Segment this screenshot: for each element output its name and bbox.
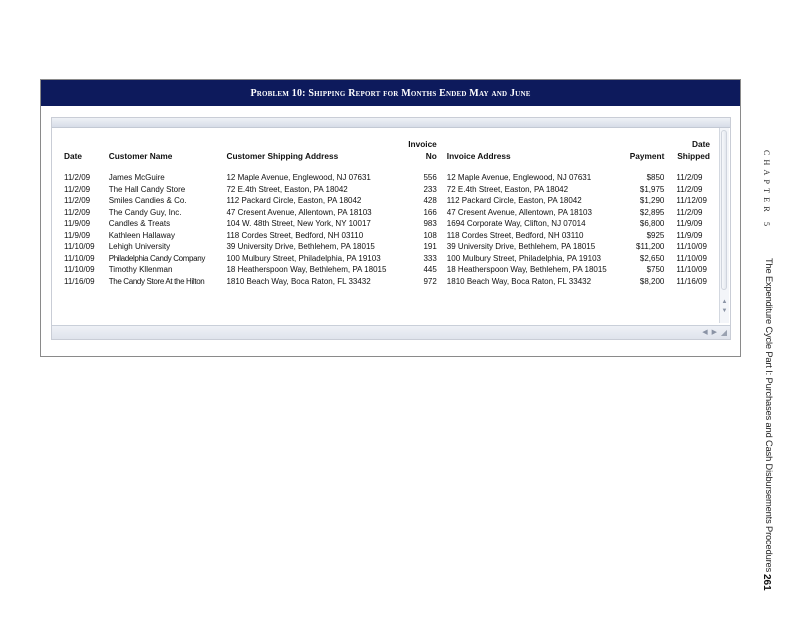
cell-invoice-address: 100 Mulbury Street, Philadelphia, PA 19103 — [446, 253, 601, 263]
table-row — [62, 241, 712, 253]
cell-shipping-address: 72 E.4th Street, Easton, PA 18042 — [226, 184, 348, 194]
cell-shipping-address: 18 Heatherspoon Way, Bethlehem, PA 18015 — [226, 265, 387, 274]
cell-date-shipped: 11/16/09 — [676, 276, 707, 286]
cell-payment: $1,975 — [639, 184, 665, 194]
cell-date: 11/2/09 — [64, 173, 91, 182]
cell-date-shipped: 11/2/09 — [676, 184, 703, 194]
cell-date: 11/9/09 — [64, 219, 91, 228]
cell-invoice-no: 166 — [423, 207, 437, 217]
cell-invoice-address: 112 Packard Circle, Easton, PA 18042 — [446, 196, 582, 205]
cell-date: 11/10/09 — [64, 265, 95, 274]
cell-invoice-address: 47 Cresent Avenue, Allentown, PA 18103 — [446, 207, 592, 217]
col-header-date-shipped: Date Shipped — [677, 139, 710, 161]
cell-payment: $750 — [646, 265, 665, 274]
table-header-row — [62, 138, 712, 168]
table-row — [62, 218, 712, 230]
cell-invoice-address: 118 Cordes Street, Bedford, NH 03110 — [446, 230, 584, 240]
cell-payment: $11,200 — [636, 242, 665, 251]
cell-payment: $2,895 — [639, 207, 665, 217]
cell-shipping-address: 104 W. 48th Street, New York, NY 10017 — [226, 219, 371, 228]
table-row — [62, 253, 712, 265]
scroll-up-arrow-icon[interactable]: ▲ — [721, 299, 728, 305]
col-header-shipping-address: Customer Shipping Address — [226, 151, 339, 161]
table-row — [62, 207, 712, 219]
cell-invoice-no: 333 — [423, 253, 437, 263]
table-row — [62, 264, 712, 276]
cell-date: 11/2/09 — [64, 196, 91, 205]
col-header-date: Date — [64, 151, 82, 161]
cell-customer: Candles & Treats — [108, 219, 171, 228]
cell-customer: Timothy Kllenman — [108, 265, 173, 274]
problem-title: Problem 10: Shipping Report for Months Ended May and June — [250, 87, 531, 99]
cell-date: 11/2/09 — [64, 184, 91, 194]
cell-date: 11/16/09 — [64, 276, 95, 286]
cell-customer: James McGuire — [108, 173, 165, 182]
shipping-report-table — [62, 138, 712, 287]
cell-shipping-address: 100 Mulbury Street, Philadelphia, PA 19103 — [226, 253, 381, 263]
col-header-payment: Payment — [629, 151, 665, 161]
col-header-customer-name: Customer Name — [108, 151, 173, 161]
table-row — [62, 276, 712, 288]
cell-invoice-no: 191 — [423, 242, 437, 251]
cell-payment: $1,290 — [639, 196, 665, 205]
cell-date: 11/9/09 — [64, 230, 91, 240]
cell-invoice-no: 972 — [423, 276, 437, 286]
scroll-left-right-arrows-icon[interactable]: ◀ ▶ — [702, 329, 718, 336]
chapter-title: The Expenditure Cycle Part I: Purchases and Cash Disbursements Procedures — [764, 258, 774, 573]
cell-customer: The Hall Candy Store — [108, 184, 186, 194]
window-titlebar — [52, 118, 730, 128]
resize-grip-icon[interactable]: ◢ — [720, 328, 728, 337]
cell-payment: $6,800 — [639, 219, 665, 228]
cell-customer: Lehigh University — [108, 242, 171, 251]
cell-customer: Philadelphia Candy Company — [108, 253, 206, 263]
chapter-label: CHAPTER 5 — [762, 150, 771, 231]
col-header-invoice-address: Invoice Address — [446, 151, 511, 161]
cell-date: 11/10/09 — [64, 242, 95, 251]
cell-customer: The Candy Store At the Hilton — [108, 276, 205, 286]
cell-shipping-address: 39 University Drive, Bethlehem, PA 18015 — [226, 242, 375, 251]
cell-payment: $8,200 — [639, 276, 665, 286]
cell-date-shipped: 11/2/09 — [676, 207, 703, 217]
cell-customer: The Candy Guy, Inc. — [108, 207, 182, 217]
cell-invoice-no: 233 — [423, 184, 437, 194]
cell-date-shipped: 11/2/09 — [676, 173, 703, 182]
cell-payment: $2,650 — [639, 253, 665, 263]
cell-customer: Kathleen Hallaway — [108, 230, 175, 240]
cell-date: 11/2/09 — [64, 207, 91, 217]
cell-date-shipped: 11/9/09 — [676, 230, 703, 240]
cell-invoice-no: 445 — [423, 265, 437, 274]
cell-shipping-address: 1810 Beach Way, Boca Raton, FL 33432 — [226, 276, 371, 286]
cell-invoice-address: 1810 Beach Way, Boca Raton, FL 33432 — [446, 276, 592, 286]
cell-shipping-address: 118 Cordes Street, Bedford, NH 03110 — [226, 230, 364, 240]
scroll-thumb[interactable] — [721, 130, 727, 290]
table-row — [62, 168, 712, 184]
table-row — [62, 230, 712, 242]
cell-date-shipped: 11/12/09 — [676, 196, 707, 205]
cell-invoice-no: 108 — [423, 230, 437, 240]
cell-invoice-address: 39 University Drive, Bethlehem, PA 18015 — [446, 242, 596, 251]
cell-invoice-no: 983 — [423, 219, 437, 228]
report-window — [51, 117, 731, 340]
cell-invoice-no: 556 — [423, 173, 437, 182]
cell-shipping-address: 12 Maple Avenue, Englewood, NJ 07631 — [226, 173, 371, 182]
cell-customer: Smiles Candies & Co. — [108, 196, 187, 205]
cell-invoice-address: 12 Maple Avenue, Englewood, NJ 07631 — [446, 173, 592, 182]
table-row — [62, 195, 712, 207]
cell-invoice-address: 72 E.4th Street, Easton, PA 18042 — [446, 184, 569, 194]
cell-payment: $850 — [646, 173, 665, 182]
cell-shipping-address: 47 Cresent Avenue, Allentown, PA 18103 — [226, 207, 372, 217]
cell-invoice-no: 428 — [423, 196, 437, 205]
horizontal-scrollbar[interactable] — [52, 325, 730, 339]
table-row — [62, 184, 712, 196]
cell-shipping-address: 112 Packard Circle, Easton, PA 18042 — [226, 196, 362, 205]
scroll-down-arrow-icon[interactable]: ▼ — [721, 308, 728, 314]
cell-invoice-address: 1694 Corporate Way, Clifton, NJ 07014 — [446, 219, 586, 228]
cell-date-shipped: 11/9/09 — [676, 219, 703, 228]
cell-date-shipped: 11/10/09 — [676, 253, 707, 263]
vertical-scrollbar[interactable] — [719, 128, 729, 323]
cell-invoice-address: 18 Heatherspoon Way, Bethlehem, PA 18015 — [446, 265, 607, 274]
cell-date-shipped: 11/10/09 — [676, 242, 707, 251]
cell-payment: $925 — [646, 230, 665, 240]
cell-date: 11/10/09 — [64, 253, 95, 263]
problem-box — [40, 79, 741, 357]
page-number: 261 — [761, 574, 772, 591]
col-header-invoice-no: Invoice No — [408, 139, 437, 161]
cell-date-shipped: 11/10/09 — [676, 265, 707, 274]
problem-header — [41, 80, 740, 106]
